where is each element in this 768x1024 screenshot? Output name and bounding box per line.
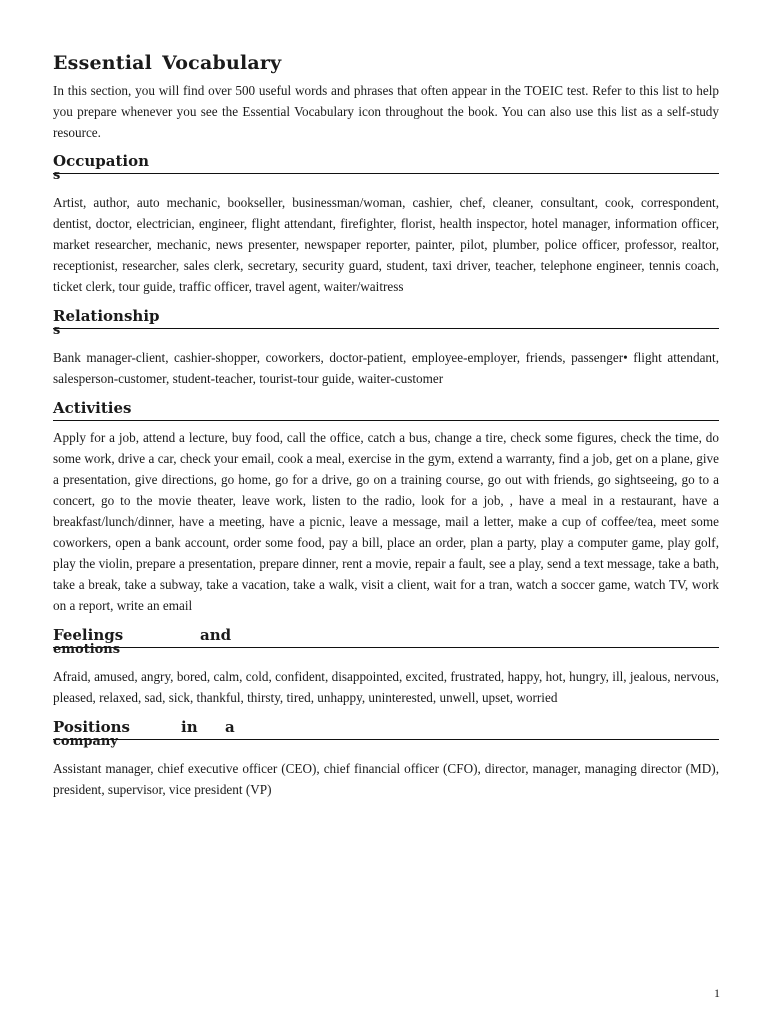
section-body-activities: Apply for a job, attend a lecture, buy food, call the office, catch a bus, change a tire, check some figures, check the time, do some work, drive a car, check your email, cook a meal, exercise in the gym, extend a warranty, find a job, get on a plane, give a presentation, give directions, go home, go for a drive, go on a training course, go out with friends, go sightseeing, go to a concert, go to the movie theater, leave work, listen to the radio, look for a job, , have a meal in a restaurant, have a breakfast/lunch/dinner, have a meeting, have a picnic, leave a message, mail a letter, make a cup of coffee/tea, meet some coworkers, open a bank account, order some food, pay a bill, place an order, plan a party, play a computer game, play golf, play the violin, prepare a presentation, prepare dinner, rent a movie, repair a fault, see a play, send a text message, take a bath, take a break, take a subway, take a vacation, take a walk, visit a client, wait for a tran, watch a soccer game, watch TV, work on a report, write an email <box>53 430 719 613</box>
heading-text: Positions <box>53 718 131 736</box>
title-word-2: Vocabulary <box>162 52 282 74</box>
heading-tail: s <box>53 168 61 183</box>
section-heading-occupations <box>53 152 719 183</box>
heading-word-3: a <box>225 718 235 736</box>
heading-tail: emotions <box>53 642 121 657</box>
page-number: 1 <box>714 986 720 1000</box>
document-page <box>53 52 719 800</box>
section-heading-relationships <box>53 307 719 338</box>
heading-text: Activities <box>53 399 132 417</box>
section-body-feelings: Afraid, amused, angry, bored, calm, cold, confident, disappointed, excited, frustrated, happy, hot, hungry, ill, jealous, nervous, pleased, relaxed, sad, sick, thankful, thirsty, tired, unhappy, uninterested, unwell, upset, worried <box>53 669 719 705</box>
section-feelings <box>53 626 719 708</box>
section-heading-positions <box>53 718 719 749</box>
section-body-positions: Assistant manager, chief executive officer (CEO), chief financial officer (CFO), director, manager, managing director (MD), president, supervisor, vice president (VP) <box>53 761 719 797</box>
heading-tail: s <box>53 323 61 338</box>
section-heading-feelings <box>53 626 719 657</box>
page-title <box>53 52 719 74</box>
section-heading-activities <box>53 399 719 421</box>
section-positions <box>53 718 719 800</box>
section-relationships <box>53 307 719 389</box>
heading-word-2: and <box>200 626 232 644</box>
title-word-1: Essential <box>53 52 153 74</box>
heading-text: Relationship <box>53 307 160 325</box>
heading-text: Occupation <box>53 152 149 170</box>
section-body-relationships: Bank manager-client, cashier-shopper, coworkers, doctor-patient, employee-employer, friends, passenger• flight attendant, salesperson-customer, student-teacher, tourist-tour guide, waiter-customer <box>53 350 719 386</box>
heading-word-2: in <box>181 718 198 736</box>
section-activities <box>53 399 719 616</box>
heading-tail: company <box>53 734 118 749</box>
intro-paragraph: In this section, you will find over 500 useful words and phrases that often appear in the TOEIC test. Refer to this list to help you prepare whenever you see the Essential Vocabulary icon throughout the book. You can also use this list as a self-study resource. <box>53 83 719 140</box>
section-occupations <box>53 152 719 297</box>
heading-text: Feelings <box>53 626 124 644</box>
section-body-occupations: Artist, author, auto mechanic, bookseller, businessman/woman, cashier, chef, cleaner, consultant, cook, correspondent, dentist, doctor, electrician, engineer, flight attendant, firefighter, florist, health inspector, hotel manager, information officer, market researcher, mechanic, news presenter, newspaper reporter, painter, pilot, plumber, police officer, professor, realtor, receptionist, researcher, sales clerk, secretary, security guard, student, taxi driver, teacher, telephone engineer, tennis coach, ticket clerk, tour guide, traffic officer, travel agent, waiter/waitress <box>53 195 719 294</box>
